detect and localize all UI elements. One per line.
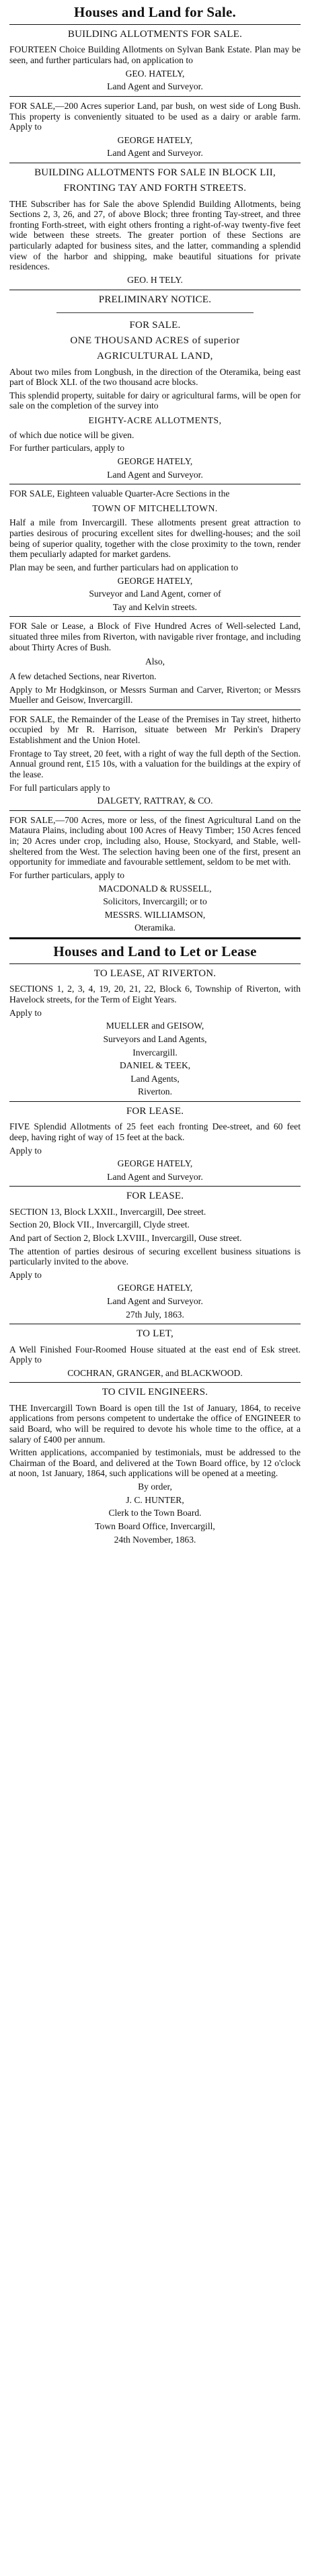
advert-body: FOR SALE, the Remainder of the Lease of the Premises in Tay street, hitherto occupied by Mr R. Harrison, situate between Mr Perkin's Drapery Establishment and the Union Hotel. [9, 714, 301, 746]
advert-body: About two miles from Longbush, in the direction of the Oteramika, being east part of Block XLI. of the two thousand acre blocks. [9, 366, 301, 388]
advert-body: Also, [145, 656, 165, 667]
advert-body: Half a mile from Invercargill. These allotments present great attraction to parties desirous of procuring excellent sites for dwelling-houses; and the soil being of superior quality, together with the close proximity to the town, render them peculiarly adapted for market gardens. [9, 517, 301, 560]
advert-body: Apply to [9, 1007, 42, 1018]
advert-signature: Land Agents, [130, 1073, 180, 1084]
advert-body: Written applications, accompanied by testimonials, must be addressed to the Chairman of the Board, and delivered at the Town Board office, by 12 o'clock at noon, 1st January, 1864, such applications will be opened at a meeting. [9, 1447, 301, 1479]
advert-signature: DANIEL & TEEK, [119, 1060, 191, 1071]
advert-200-acres [9, 101, 301, 159]
advert-mid-heading: EIGHTY-ACRE ALLOTMENTS, [88, 415, 222, 426]
advert-signature: Surveyor and Land Agent, corner of [89, 589, 221, 599]
advert-body: This splendid property, suitable for dairy or agricultural farms, will be open for sale on the completion of the survey into [9, 390, 301, 411]
advert-subtitle: FRONTING TAY AND FORTH STREETS. [63, 183, 247, 194]
advert-title: FOR LEASE. [126, 1106, 184, 1117]
advert-title: BUILDING ALLOTMENTS FOR SALE. [67, 29, 243, 40]
advert-body: FOR SALE, Eighteen valuable Quarter-Acre Sections in the [9, 488, 230, 499]
advert-signature: Surveyors and Land Agents, [103, 1033, 207, 1044]
advert-signature: MUELLER and GEISOW, [106, 1021, 204, 1031]
section-houses-to-let [9, 943, 301, 1545]
advert-signature: Town Board Office, Invercargill, [95, 1520, 215, 1531]
advert-body: FOURTEEN Choice Building Allotments on Sylvan Bank Estate. Plan may be seen, and further particulars had, on application to [9, 44, 301, 66]
divider [9, 24, 301, 25]
advert-body: A few detached Sections, near Riverton. [9, 671, 157, 681]
advert-signature: GEO. H TELY. [127, 274, 183, 285]
advert-body: FOR Sale or Lease, a Block of Five Hundred Acres of Well-selected Land, situated three miles from Riverton, with navigable river frontage, and including about Thirty Acres of Bush. [9, 621, 301, 652]
advert-body: SECTIONS 1, 2, 3, 4, 19, 20, 21, 22, Block 6, Township of Riverton, with Havelock streets, for the Term of Eight Years. [9, 984, 301, 1005]
advert-body: FOR SALE,—200 Acres superior Land, par bush, on west side of Long Bush. This property is conveniently situated to be used as a dairy or arable farm. Apply to [9, 100, 301, 132]
advert-signature: GEORGE HATELY, [117, 1283, 193, 1293]
advert-body: And part of Section 2, Block LXVIII., Invercargill, Ouse street. [9, 1232, 242, 1243]
divider [9, 1101, 301, 1102]
advert-lead: AGRICULTURAL LAND, [97, 351, 213, 362]
advert-civil-engineers [9, 1387, 301, 1545]
advert-body: FOR SALE,—700 Acres, more or less, of the finest Agricultural Land on the Mataura Plains, including about 100 Acres of Heavy Timber; 150 Acres fenced in; 20 Acres under crop, including also, House, Stockyard, and Stable, well-sheltered from the West. The selection having been one of the first, present an opportunity for immediate and favourable settlement, seldom to be met with. [9, 814, 301, 867]
advert-body: A Well Finished Four-Roomed House situated at the east end of Esk street. Apply to [9, 1344, 301, 1365]
advert-subtitle: FOR SALE. [129, 319, 181, 331]
advert-sections-lease [9, 1191, 301, 1320]
advert-body: Apply to [9, 1145, 42, 1156]
section-heading: Houses and Land to Let or Lease [53, 943, 257, 960]
advert-riverton-lease [9, 968, 301, 1097]
advert-body: The attention of parties desirous of securing excellent business situations is particularly invited to the above. [9, 1246, 301, 1267]
advert-signature: Land Agent and Surveyor. [107, 1171, 203, 1182]
advert-signature: Clerk to the Town Board. [108, 1508, 202, 1518]
advert-body: For further particulars, apply to [9, 869, 125, 880]
advert-body: For full particulars apply to [9, 782, 110, 793]
advert-body: FIVE Splendid Allotments of 25 feet each fronting Dee-street, and 60 feet deep, having right of way of 15 feet at the back. [9, 1121, 301, 1142]
advert-title: FOR LEASE. [126, 1191, 184, 1202]
advert-dee-street-lease [9, 1106, 301, 1182]
advert-preliminary-notice [9, 294, 301, 480]
advert-body: of which due notice will be given. [9, 429, 134, 440]
advert-building-allotments [9, 29, 301, 92]
advert-title: BUILDING ALLOTMENTS FOR SALE IN BLOCK LII, [34, 167, 276, 179]
advert-signature: DALGETY, RATTRAY, & CO. [97, 796, 213, 806]
advert-block-lii [9, 167, 301, 286]
advert-signature: GEORGE HATELY, [117, 456, 193, 466]
divider [9, 616, 301, 617]
advert-signature: Riverton. [138, 1086, 172, 1097]
section-houses-for-sale [9, 4, 301, 933]
divider [9, 96, 301, 97]
advert-body: SECTION 13, Block LXXII., Invercargill, Dee street. [9, 1206, 206, 1217]
advert-body: THE Invercargill Town Board is open till the 1st of January, 1864, to receive applications from persons competent to undertake the office of ENGINEER to said Board, who will be required to devote his whole time to the office, at a salary of £400 per annum. [9, 1402, 301, 1445]
advert-five-hundred-acres [9, 621, 301, 705]
advert-mitchelltown [9, 488, 301, 612]
advert-signature: GEORGE HATELY, [117, 134, 193, 145]
section-heading: Houses and Land for Sale. [74, 4, 236, 20]
divider [9, 963, 301, 964]
advert-body: Apply to Mr Hodgkinson, or Messrs Surman and Carver, Riverton; or Messrs Mueller and Geisow, Invercargill. [9, 684, 301, 705]
advert-signature: Oteramika. [134, 922, 176, 933]
advert-signature: Invercargill. [132, 1047, 178, 1058]
advert-body: Frontage to Tay street, 20 feet, with a right of way the full depth of the Section. Annual ground rent, £15 10s, with a valuation for the buildings at the expiry of the lease. [9, 748, 301, 779]
advert-signature: J. C. HUNTER, [126, 1494, 184, 1505]
advert-signature: COCHRAN, GRANGER, and BLACKWOOD. [67, 1367, 243, 1378]
divider [9, 1382, 301, 1383]
advert-title: TO CIVIL ENGINEERS. [102, 1387, 208, 1398]
advert-signature: Land Agent and Surveyor. [107, 81, 203, 92]
advert-signature: Land Agent and Surveyor. [107, 1296, 203, 1307]
advert-signature: Tay and Kelvin streets. [112, 601, 198, 612]
advert-signature: GEORGE HATELY, [117, 575, 193, 586]
advert-signature: GEO. HATELY, [125, 68, 185, 79]
advert-to-let [9, 1328, 301, 1378]
advert-body: Apply to [9, 1269, 42, 1280]
advert-lead: ONE THOUSAND ACRES of superior [70, 335, 240, 347]
advert-700-acres [9, 815, 301, 933]
advert-tay-street-lease [9, 714, 301, 806]
advert-signature: Solicitors, Invercargill; or to [103, 896, 207, 907]
divider [9, 937, 301, 939]
divider [9, 810, 301, 811]
divider [9, 1186, 301, 1187]
advert-title: TO LEASE, AT RIVERTON. [93, 968, 217, 980]
advert-title: TO LET, [137, 1328, 173, 1340]
advert-body: Plan may be seen, and further particulars had on application to [9, 562, 239, 572]
advert-signature: Land Agent and Surveyor. [107, 469, 203, 480]
advert-signature: 27th July, 1863. [126, 1309, 184, 1320]
advert-signature: GEORGE HATELY, [117, 1158, 193, 1169]
advert-body: By order, [138, 1482, 172, 1492]
advert-body: THE Subscriber has for Sale the above Splendid Building Allotments, being Sections 2, 3, 26, and 27, of above Block; three fronting Tay-street, and three fronting Forth-street, with eight others fronting a right-of-way twenty-five feet wide between these streets. The greater portion of these Sections are particularly adapted for business sites, and the latter, commanding a splendid view of the harbor and shipping, make beautiful situations for private residences. [9, 198, 301, 272]
advert-signature: MACDONALD & RUSSELL, [98, 883, 212, 894]
divider [56, 312, 254, 313]
advert-title: PRELIMINARY NOTICE. [98, 294, 212, 305]
advert-body: For further particulars, apply to [9, 443, 125, 454]
advert-body: Section 20, Block VII., Invercargill, Clyde street. [9, 1219, 190, 1230]
advert-mid-heading: TOWN OF MITCHELLTOWN. [92, 503, 218, 513]
advert-signature: Land Agent and Surveyor. [107, 148, 203, 159]
advert-signature: 24th November, 1863. [114, 1534, 196, 1545]
advert-signature: MESSRS. WILLIAMSON, [104, 909, 206, 920]
